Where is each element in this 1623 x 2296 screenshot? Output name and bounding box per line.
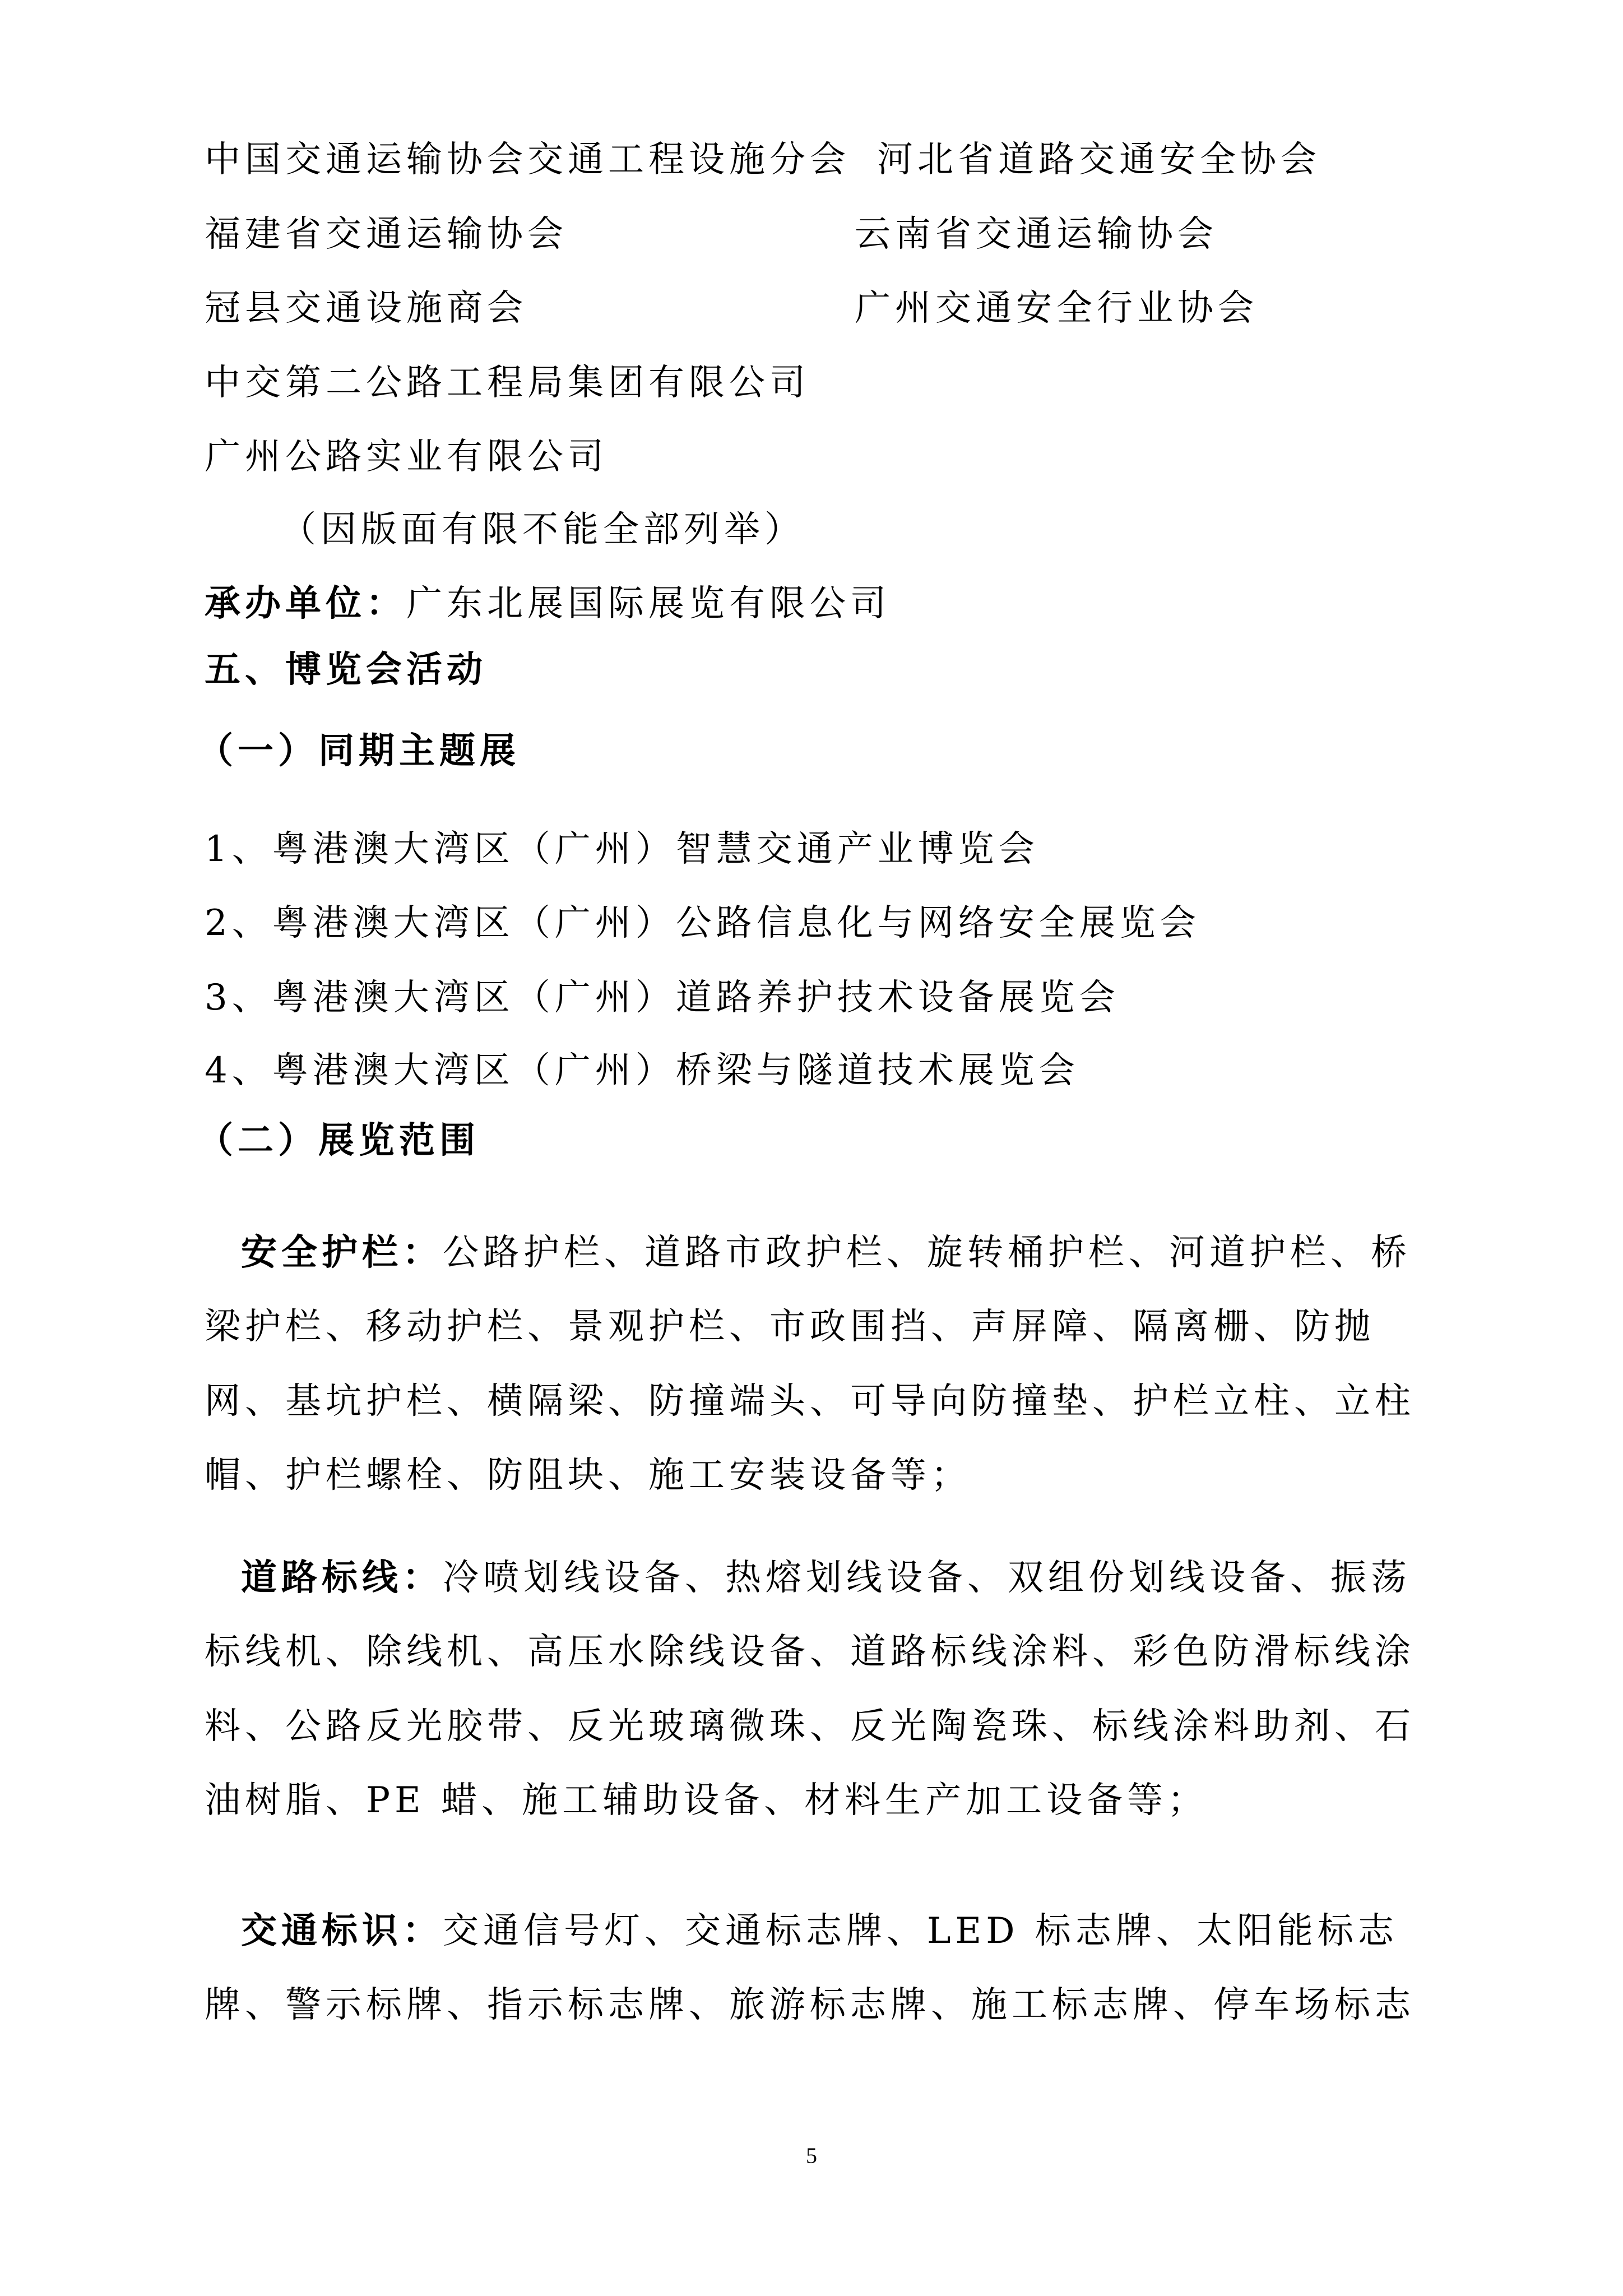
organizer-line-2-right: 云南省交通运输协会 — [855, 214, 1218, 255]
host-value: 广东北展国际展览有限公司 — [406, 583, 891, 624]
category-road-marking-line-4: 油树脂、PE 蜡、施工辅助设备、材料生产加工设备等； — [205, 1780, 1208, 1821]
category-traffic-sign-line-2: 牌、警示标牌、指示标志牌、旅游标志牌、施工标志牌、停车场标志 — [205, 1984, 1415, 2026]
category-traffic-sign-label: 交通标识： — [241, 1910, 443, 1952]
organizer-line-1-left: 中国交通运输协会交通工程设施分会 — [205, 139, 850, 180]
category-guardrail-line-4: 帽、护栏螺栓、防阻块、施工安装设备等； — [205, 1455, 971, 1496]
host-line — [205, 581, 891, 626]
host-label: 承办单位： — [205, 583, 406, 624]
theme-exhibition-item-1: 1、粤港澳大湾区（广州）智慧交通产业博览会 — [205, 828, 1039, 870]
category-traffic-sign-line-1: 交通标识：交通信号灯、交通标志牌、LED 标志牌、太阳能标志 — [241, 1910, 1398, 1952]
section-5-title: 五、博览会活动 — [205, 649, 487, 691]
category-road-marking-line-2: 标线机、除线机、高压水除线设备、道路标线涂料、彩色防滑标线涂 — [205, 1631, 1415, 1673]
category-guardrail-line-3: 网、基坑护栏、横隔梁、防撞端头、可导向防撞垫、护栏立柱、立柱 — [205, 1381, 1415, 1422]
category-guardrail-line-2: 梁护栏、移动护栏、景观护栏、市政围挡、声屏障、隔离栅、防抛 — [205, 1306, 1375, 1348]
organizer-line-3-left: 冠县交通设施商会 — [205, 288, 527, 329]
organizer-line-4: 中交第二公路工程局集团有限公司 — [205, 362, 810, 404]
theme-exhibition-item-4: 4、粤港澳大湾区（广州）桥梁与隧道技术展览会 — [205, 1050, 1079, 1091]
organizer-line-3-right: 广州交通安全行业协会 — [855, 288, 1258, 329]
category-road-marking-line-3: 料、公路反光胶带、反光玻璃微珠、反光陶瓷珠、标线涂料助剂、石 — [205, 1706, 1415, 1747]
category-road-marking-line-1: 道路标线：冷喷划线设备、热熔划线设备、双组份划线设备、振荡 — [241, 1557, 1411, 1599]
organizer-line-2-left: 福建省交通运输协会 — [205, 214, 568, 255]
category-guardrail-line-1: 安全护栏：公路护栏、道路市政护栏、旋转桶护栏、河道护栏、桥 — [241, 1232, 1411, 1274]
page-number: 5 — [806, 2143, 817, 2168]
organizer-list-note: （因版面有限不能全部列举） — [280, 509, 805, 550]
organizer-line-5: 广州公路实业有限公司 — [205, 436, 608, 478]
organizer-line-1-right: 河北省道路交通安全协会 — [877, 139, 1321, 180]
theme-exhibition-item-3: 3、粤港澳大湾区（广州）道路养护技术设备展览会 — [205, 977, 1120, 1019]
category-guardrail-label: 安全护栏： — [241, 1232, 443, 1274]
theme-exhibition-item-2: 2、粤港澳大湾区（广州）公路信息化与网络安全展览会 — [205, 902, 1200, 944]
section-5-1-title: （一）同期主题展 — [197, 730, 520, 772]
category-road-marking-label: 道路标线： — [241, 1557, 443, 1599]
section-5-2-title: （二）展览范围 — [197, 1120, 480, 1161]
